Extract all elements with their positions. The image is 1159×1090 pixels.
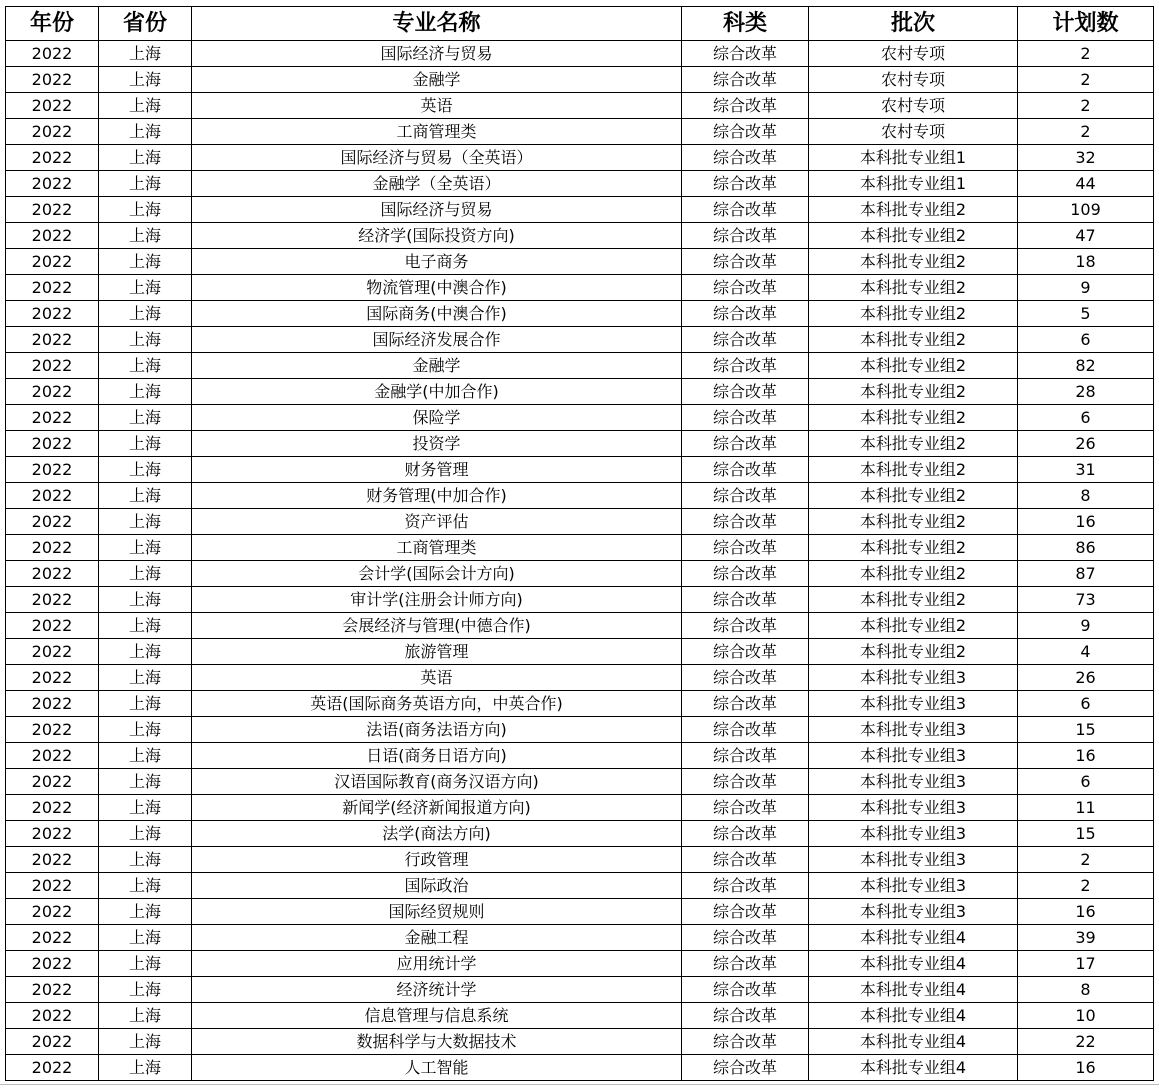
- cell-province[interactable]: 上海: [99, 977, 192, 1003]
- cell-major-name[interactable]: 金融学(中加合作): [192, 379, 682, 405]
- cell-year[interactable]: 2022: [6, 1055, 99, 1081]
- cell-plan-count[interactable]: 8: [1018, 483, 1154, 509]
- cell-subject-category[interactable]: 综合改革: [682, 873, 809, 899]
- cell-subject-category[interactable]: 综合改革: [682, 1029, 809, 1055]
- cell-plan-count[interactable]: 15: [1018, 821, 1154, 847]
- cell-subject-category[interactable]: 综合改革: [682, 743, 809, 769]
- cell-major-name[interactable]: 汉语国际教育(商务汉语方向): [192, 769, 682, 795]
- cell-plan-count[interactable]: 17: [1018, 951, 1154, 977]
- table-row: [6, 301, 1154, 327]
- cell-major-name[interactable]: 人工智能: [192, 1055, 682, 1081]
- cell-year[interactable]: 2022: [6, 41, 99, 67]
- cell-subject-category[interactable]: 综合改革: [682, 171, 809, 197]
- cell-province[interactable]: 上海: [99, 457, 192, 483]
- cell-major-name[interactable]: 日语(商务日语方向): [192, 743, 682, 769]
- cell-batch[interactable]: 农村专项: [809, 67, 1018, 93]
- cell-province[interactable]: 上海: [99, 249, 192, 275]
- cell-major-name[interactable]: 金融工程: [192, 925, 682, 951]
- cell-batch[interactable]: 本科批专业组2: [809, 613, 1018, 639]
- cell-major-name[interactable]: 法学(商法方向): [192, 821, 682, 847]
- cell-plan-count[interactable]: 15: [1018, 717, 1154, 743]
- cell-plan-count[interactable]: 2: [1018, 119, 1154, 145]
- cell-batch[interactable]: 本科批专业组4: [809, 1029, 1018, 1055]
- cell-subject-category[interactable]: 综合改革: [682, 405, 809, 431]
- cell-major-name[interactable]: 行政管理: [192, 847, 682, 873]
- cell-batch[interactable]: 本科批专业组3: [809, 795, 1018, 821]
- column-header-plan-count[interactable]: 计划数: [1018, 7, 1154, 41]
- cell-batch[interactable]: 本科批专业组1: [809, 171, 1018, 197]
- cell-plan-count[interactable]: 16: [1018, 743, 1154, 769]
- cell-plan-count[interactable]: 6: [1018, 327, 1154, 353]
- cell-major-name[interactable]: 国际经济与贸易: [192, 41, 682, 67]
- cell-major-name[interactable]: 审计学(注册会计师方向): [192, 587, 682, 613]
- cell-province[interactable]: 上海: [99, 431, 192, 457]
- cell-batch[interactable]: 农村专项: [809, 41, 1018, 67]
- cell-year[interactable]: 2022: [6, 925, 99, 951]
- cell-province[interactable]: 上海: [99, 405, 192, 431]
- cell-province[interactable]: 上海: [99, 535, 192, 561]
- cell-plan-count[interactable]: 26: [1018, 431, 1154, 457]
- cell-major-name[interactable]: 国际商务(中澳合作): [192, 301, 682, 327]
- cell-batch[interactable]: 本科批专业组3: [809, 821, 1018, 847]
- cell-plan-count[interactable]: 39: [1018, 925, 1154, 951]
- cell-subject-category[interactable]: 综合改革: [682, 691, 809, 717]
- cell-plan-count[interactable]: 47: [1018, 223, 1154, 249]
- cell-subject-category[interactable]: 综合改革: [682, 1055, 809, 1081]
- table-row: [6, 769, 1154, 795]
- table-row: [6, 873, 1154, 899]
- cell-batch[interactable]: 本科批专业组4: [809, 1003, 1018, 1029]
- cell-province[interactable]: 上海: [99, 483, 192, 509]
- cell-major-name[interactable]: 会展经济与管理(中德合作): [192, 613, 682, 639]
- cell-batch[interactable]: 本科批专业组3: [809, 717, 1018, 743]
- cell-year[interactable]: 2022: [6, 483, 99, 509]
- cell-major-name[interactable]: 英语: [192, 665, 682, 691]
- cell-year[interactable]: 2022: [6, 1003, 99, 1029]
- cell-year[interactable]: 2022: [6, 509, 99, 535]
- cell-subject-category[interactable]: 综合改革: [682, 847, 809, 873]
- table-row: [6, 1055, 1154, 1081]
- cell-plan-count[interactable]: 16: [1018, 509, 1154, 535]
- table-header: [6, 7, 1154, 41]
- cell-province[interactable]: 上海: [99, 743, 192, 769]
- cell-subject-category[interactable]: 综合改革: [682, 67, 809, 93]
- cell-plan-count[interactable]: 5: [1018, 301, 1154, 327]
- cell-province[interactable]: 上海: [99, 717, 192, 743]
- cell-subject-category[interactable]: 综合改革: [682, 119, 809, 145]
- cell-batch[interactable]: 本科批专业组4: [809, 925, 1018, 951]
- cell-province[interactable]: 上海: [99, 379, 192, 405]
- cell-major-name[interactable]: 经济学(国际投资方向): [192, 223, 682, 249]
- cell-major-name[interactable]: 应用统计学: [192, 951, 682, 977]
- cell-batch[interactable]: 本科批专业组4: [809, 1055, 1018, 1081]
- cell-year[interactable]: 2022: [6, 769, 99, 795]
- cell-province[interactable]: 上海: [99, 951, 192, 977]
- cell-plan-count[interactable]: 26: [1018, 665, 1154, 691]
- cell-year[interactable]: 2022: [6, 301, 99, 327]
- cell-plan-count[interactable]: 2: [1018, 873, 1154, 899]
- cell-province[interactable]: 上海: [99, 223, 192, 249]
- cell-major-name[interactable]: 国际经贸规则: [192, 899, 682, 925]
- cell-major-name[interactable]: 工商管理类: [192, 119, 682, 145]
- table-row: [6, 431, 1154, 457]
- cell-plan-count[interactable]: 2: [1018, 93, 1154, 119]
- cell-batch[interactable]: 本科批专业组2: [809, 587, 1018, 613]
- cell-year[interactable]: 2022: [6, 353, 99, 379]
- cell-province[interactable]: 上海: [99, 873, 192, 899]
- cell-batch[interactable]: 本科批专业组3: [809, 847, 1018, 873]
- cell-province[interactable]: 上海: [99, 899, 192, 925]
- table-row: [6, 171, 1154, 197]
- cell-subject-category[interactable]: 综合改革: [682, 223, 809, 249]
- table-row: [6, 379, 1154, 405]
- cell-batch[interactable]: 本科批专业组2: [809, 275, 1018, 301]
- table-row: [6, 561, 1154, 587]
- cell-year[interactable]: 2022: [6, 717, 99, 743]
- cell-subject-category[interactable]: 综合改革: [682, 587, 809, 613]
- cell-province[interactable]: 上海: [99, 613, 192, 639]
- cell-major-name[interactable]: 金融学: [192, 353, 682, 379]
- cell-subject-category[interactable]: 综合改革: [682, 665, 809, 691]
- table-row: [6, 327, 1154, 353]
- cell-plan-count[interactable]: 2: [1018, 67, 1154, 93]
- table-row: [6, 41, 1154, 67]
- cell-major-name[interactable]: 法语(商务法语方向): [192, 717, 682, 743]
- table-row: [6, 925, 1154, 951]
- cell-province[interactable]: 上海: [99, 639, 192, 665]
- cell-major-name[interactable]: 金融学: [192, 67, 682, 93]
- cell-batch[interactable]: 农村专项: [809, 93, 1018, 119]
- cell-province[interactable]: 上海: [99, 197, 192, 223]
- table-row: [6, 795, 1154, 821]
- table-row: [6, 535, 1154, 561]
- cell-major-name[interactable]: 国际政治: [192, 873, 682, 899]
- table-row: [6, 977, 1154, 1003]
- cell-year[interactable]: 2022: [6, 457, 99, 483]
- cell-major-name[interactable]: 经济统计学: [192, 977, 682, 1003]
- cell-subject-category[interactable]: 综合改革: [682, 301, 809, 327]
- cell-batch[interactable]: 本科批专业组2: [809, 639, 1018, 665]
- cell-subject-category[interactable]: 综合改革: [682, 535, 809, 561]
- cell-province[interactable]: 上海: [99, 327, 192, 353]
- cell-major-name[interactable]: 数据科学与大数据技术: [192, 1029, 682, 1055]
- cell-major-name[interactable]: 会计学(国际会计方向): [192, 561, 682, 587]
- cell-province[interactable]: 上海: [99, 509, 192, 535]
- cell-year[interactable]: 2022: [6, 275, 99, 301]
- cell-major-name[interactable]: 新闻学(经济新闻报道方向): [192, 795, 682, 821]
- cell-year[interactable]: 2022: [6, 743, 99, 769]
- cell-province[interactable]: 上海: [99, 275, 192, 301]
- cell-plan-count[interactable]: 2: [1018, 41, 1154, 67]
- cell-plan-count[interactable]: 16: [1018, 899, 1154, 925]
- cell-plan-count[interactable]: 44: [1018, 171, 1154, 197]
- cell-plan-count[interactable]: 82: [1018, 353, 1154, 379]
- cell-subject-category[interactable]: 综合改革: [682, 483, 809, 509]
- header-row: [6, 7, 1154, 41]
- cell-year[interactable]: 2022: [6, 691, 99, 717]
- cell-batch[interactable]: 本科批专业组2: [809, 483, 1018, 509]
- cell-year[interactable]: 2022: [6, 561, 99, 587]
- cell-province[interactable]: 上海: [99, 587, 192, 613]
- cell-year[interactable]: 2022: [6, 379, 99, 405]
- cell-subject-category[interactable]: 综合改革: [682, 327, 809, 353]
- cell-year[interactable]: 2022: [6, 145, 99, 171]
- cell-province[interactable]: 上海: [99, 41, 192, 67]
- table-row: [6, 119, 1154, 145]
- cell-plan-count[interactable]: 6: [1018, 405, 1154, 431]
- cell-province[interactable]: 上海: [99, 821, 192, 847]
- cell-subject-category[interactable]: 综合改革: [682, 457, 809, 483]
- table-row: [6, 249, 1154, 275]
- cell-plan-count[interactable]: 22: [1018, 1029, 1154, 1055]
- cell-plan-count[interactable]: 9: [1018, 613, 1154, 639]
- cell-plan-count[interactable]: 6: [1018, 769, 1154, 795]
- cell-batch[interactable]: 本科批专业组3: [809, 769, 1018, 795]
- cell-batch[interactable]: 本科批专业组2: [809, 301, 1018, 327]
- table-row: [6, 67, 1154, 93]
- cell-subject-category[interactable]: 综合改革: [682, 1003, 809, 1029]
- cell-major-name[interactable]: 保险学: [192, 405, 682, 431]
- table-row: [6, 587, 1154, 613]
- cell-year[interactable]: 2022: [6, 119, 99, 145]
- cell-year[interactable]: 2022: [6, 899, 99, 925]
- table-body: [6, 41, 1154, 1081]
- table-row: [6, 223, 1154, 249]
- cell-major-name[interactable]: 国际经济发展合作: [192, 327, 682, 353]
- cell-subject-category[interactable]: 综合改革: [682, 925, 809, 951]
- cell-province[interactable]: 上海: [99, 691, 192, 717]
- cell-subject-category[interactable]: 综合改革: [682, 275, 809, 301]
- cell-year[interactable]: 2022: [6, 795, 99, 821]
- column-header-province[interactable]: 省份: [99, 7, 192, 41]
- cell-plan-count[interactable]: 16: [1018, 1055, 1154, 1081]
- cell-year[interactable]: 2022: [6, 171, 99, 197]
- bottom-divider: [0, 1084, 1159, 1085]
- cell-batch[interactable]: 本科批专业组3: [809, 691, 1018, 717]
- cell-batch[interactable]: 本科批专业组2: [809, 249, 1018, 275]
- table-row: [6, 899, 1154, 925]
- cell-province[interactable]: 上海: [99, 1029, 192, 1055]
- cell-plan-count[interactable]: 109: [1018, 197, 1154, 223]
- cell-subject-category[interactable]: 综合改革: [682, 197, 809, 223]
- cell-year[interactable]: 2022: [6, 535, 99, 561]
- cell-batch[interactable]: 本科批专业组4: [809, 951, 1018, 977]
- table-row: [6, 405, 1154, 431]
- cell-province[interactable]: 上海: [99, 925, 192, 951]
- cell-subject-category[interactable]: 综合改革: [682, 795, 809, 821]
- cell-batch[interactable]: 本科批专业组2: [809, 431, 1018, 457]
- cell-subject-category[interactable]: 综合改革: [682, 509, 809, 535]
- cell-subject-category[interactable]: 综合改革: [682, 769, 809, 795]
- cell-subject-category[interactable]: 综合改革: [682, 431, 809, 457]
- cell-major-name[interactable]: 国际经济与贸易（全英语）: [192, 145, 682, 171]
- cell-major-name[interactable]: 资产评估: [192, 509, 682, 535]
- cell-year[interactable]: 2022: [6, 93, 99, 119]
- cell-batch[interactable]: 本科批专业组3: [809, 743, 1018, 769]
- cell-year[interactable]: 2022: [6, 431, 99, 457]
- cell-province[interactable]: 上海: [99, 145, 192, 171]
- column-header-year[interactable]: 年份: [6, 7, 99, 41]
- cell-major-name[interactable]: 金融学（全英语）: [192, 171, 682, 197]
- cell-subject-category[interactable]: 综合改革: [682, 951, 809, 977]
- cell-subject-category[interactable]: 综合改革: [682, 379, 809, 405]
- cell-batch[interactable]: 农村专项: [809, 119, 1018, 145]
- cell-major-name[interactable]: 工商管理类: [192, 535, 682, 561]
- cell-province[interactable]: 上海: [99, 67, 192, 93]
- cell-year[interactable]: 2022: [6, 613, 99, 639]
- cell-batch[interactable]: 本科批专业组2: [809, 535, 1018, 561]
- cell-province[interactable]: 上海: [99, 769, 192, 795]
- cell-subject-category[interactable]: 综合改革: [682, 41, 809, 67]
- cell-major-name[interactable]: 投资学: [192, 431, 682, 457]
- cell-plan-count[interactable]: 6: [1018, 691, 1154, 717]
- cell-batch[interactable]: 本科批专业组2: [809, 197, 1018, 223]
- table-row: [6, 483, 1154, 509]
- cell-year[interactable]: 2022: [6, 327, 99, 353]
- table-row: [6, 821, 1154, 847]
- cell-batch[interactable]: 本科批专业组2: [809, 509, 1018, 535]
- cell-year[interactable]: 2022: [6, 405, 99, 431]
- cell-year[interactable]: 2022: [6, 665, 99, 691]
- cell-province[interactable]: 上海: [99, 665, 192, 691]
- cell-batch[interactable]: 本科批专业组3: [809, 873, 1018, 899]
- cell-major-name[interactable]: 电子商务: [192, 249, 682, 275]
- cell-major-name[interactable]: 财务管理: [192, 457, 682, 483]
- cell-subject-category[interactable]: 综合改革: [682, 561, 809, 587]
- cell-major-name[interactable]: 物流管理(中澳合作): [192, 275, 682, 301]
- cell-batch[interactable]: 本科批专业组2: [809, 457, 1018, 483]
- cell-province[interactable]: 上海: [99, 1003, 192, 1029]
- cell-plan-count[interactable]: 73: [1018, 587, 1154, 613]
- cell-subject-category[interactable]: 综合改革: [682, 249, 809, 275]
- table-row: [6, 353, 1154, 379]
- cell-batch[interactable]: 本科批专业组2: [809, 561, 1018, 587]
- spreadsheet-sheet: [5, 6, 1153, 1081]
- cell-subject-category[interactable]: 综合改革: [682, 977, 809, 1003]
- cell-plan-count[interactable]: 8: [1018, 977, 1154, 1003]
- cell-batch[interactable]: 本科批专业组2: [809, 223, 1018, 249]
- column-header-batch[interactable]: 批次: [809, 7, 1018, 41]
- cell-province[interactable]: 上海: [99, 1055, 192, 1081]
- cell-year[interactable]: 2022: [6, 847, 99, 873]
- cell-plan-count[interactable]: 10: [1018, 1003, 1154, 1029]
- cell-year[interactable]: 2022: [6, 1029, 99, 1055]
- cell-year[interactable]: 2022: [6, 67, 99, 93]
- cell-batch[interactable]: 本科批专业组2: [809, 379, 1018, 405]
- cell-major-name[interactable]: 财务管理(中加合作): [192, 483, 682, 509]
- column-header-major-name[interactable]: 专业名称: [192, 7, 682, 41]
- cell-major-name[interactable]: 旅游管理: [192, 639, 682, 665]
- cell-major-name[interactable]: 英语: [192, 93, 682, 119]
- cell-subject-category[interactable]: 综合改革: [682, 613, 809, 639]
- cell-year[interactable]: 2022: [6, 587, 99, 613]
- cell-subject-category[interactable]: 综合改革: [682, 93, 809, 119]
- cell-batch[interactable]: 本科批专业组3: [809, 665, 1018, 691]
- cell-major-name[interactable]: 英语(国际商务英语方向，中英合作): [192, 691, 682, 717]
- table-row: [6, 717, 1154, 743]
- cell-subject-category[interactable]: 综合改革: [682, 145, 809, 171]
- cell-plan-count[interactable]: 32: [1018, 145, 1154, 171]
- table-row: [6, 743, 1154, 769]
- table-row: [6, 613, 1154, 639]
- table-row: [6, 691, 1154, 717]
- cell-year[interactable]: 2022: [6, 873, 99, 899]
- table-row: [6, 275, 1154, 301]
- cell-year[interactable]: 2022: [6, 249, 99, 275]
- cell-year[interactable]: 2022: [6, 821, 99, 847]
- cell-batch[interactable]: 本科批专业组4: [809, 977, 1018, 1003]
- cell-province[interactable]: 上海: [99, 171, 192, 197]
- cell-province[interactable]: 上海: [99, 353, 192, 379]
- cell-plan-count[interactable]: 18: [1018, 249, 1154, 275]
- cell-year[interactable]: 2022: [6, 197, 99, 223]
- cell-province[interactable]: 上海: [99, 561, 192, 587]
- cell-year[interactable]: 2022: [6, 639, 99, 665]
- cell-plan-count[interactable]: 87: [1018, 561, 1154, 587]
- table-row: [6, 1003, 1154, 1029]
- table-row: [6, 509, 1154, 535]
- cell-subject-category[interactable]: 综合改革: [682, 821, 809, 847]
- column-header-subject-category[interactable]: 科类: [682, 7, 809, 41]
- cell-plan-count[interactable]: 31: [1018, 457, 1154, 483]
- table-row: [6, 1029, 1154, 1055]
- table-row: [6, 197, 1154, 223]
- cell-plan-count[interactable]: 86: [1018, 535, 1154, 561]
- cell-province[interactable]: 上海: [99, 795, 192, 821]
- cell-province[interactable]: 上海: [99, 119, 192, 145]
- cell-plan-count[interactable]: 4: [1018, 639, 1154, 665]
- cell-subject-category[interactable]: 综合改革: [682, 717, 809, 743]
- cell-plan-count[interactable]: 28: [1018, 379, 1154, 405]
- table-row: [6, 665, 1154, 691]
- table-row: [6, 847, 1154, 873]
- cell-year[interactable]: 2022: [6, 951, 99, 977]
- cell-batch[interactable]: 本科批专业组2: [809, 405, 1018, 431]
- cell-plan-count[interactable]: 2: [1018, 847, 1154, 873]
- cell-major-name[interactable]: 国际经济与贸易: [192, 197, 682, 223]
- table-row: [6, 145, 1154, 171]
- cell-year[interactable]: 2022: [6, 223, 99, 249]
- table-row: [6, 951, 1154, 977]
- cell-batch[interactable]: 本科批专业组2: [809, 353, 1018, 379]
- cell-plan-count[interactable]: 9: [1018, 275, 1154, 301]
- cell-plan-count[interactable]: 11: [1018, 795, 1154, 821]
- cell-batch[interactable]: 本科批专业组2: [809, 327, 1018, 353]
- cell-batch[interactable]: 本科批专业组3: [809, 899, 1018, 925]
- cell-province[interactable]: 上海: [99, 93, 192, 119]
- table-row: [6, 93, 1154, 119]
- cell-major-name[interactable]: 信息管理与信息系统: [192, 1003, 682, 1029]
- cell-subject-category[interactable]: 综合改革: [682, 353, 809, 379]
- cell-province[interactable]: 上海: [99, 847, 192, 873]
- cell-year[interactable]: 2022: [6, 977, 99, 1003]
- cell-batch[interactable]: 本科批专业组1: [809, 145, 1018, 171]
- table-row: [6, 639, 1154, 665]
- cell-subject-category[interactable]: 综合改革: [682, 899, 809, 925]
- table-row: [6, 457, 1154, 483]
- cell-province[interactable]: 上海: [99, 301, 192, 327]
- cell-subject-category[interactable]: 综合改革: [682, 639, 809, 665]
- enrollment-plan-table: [5, 6, 1154, 1081]
